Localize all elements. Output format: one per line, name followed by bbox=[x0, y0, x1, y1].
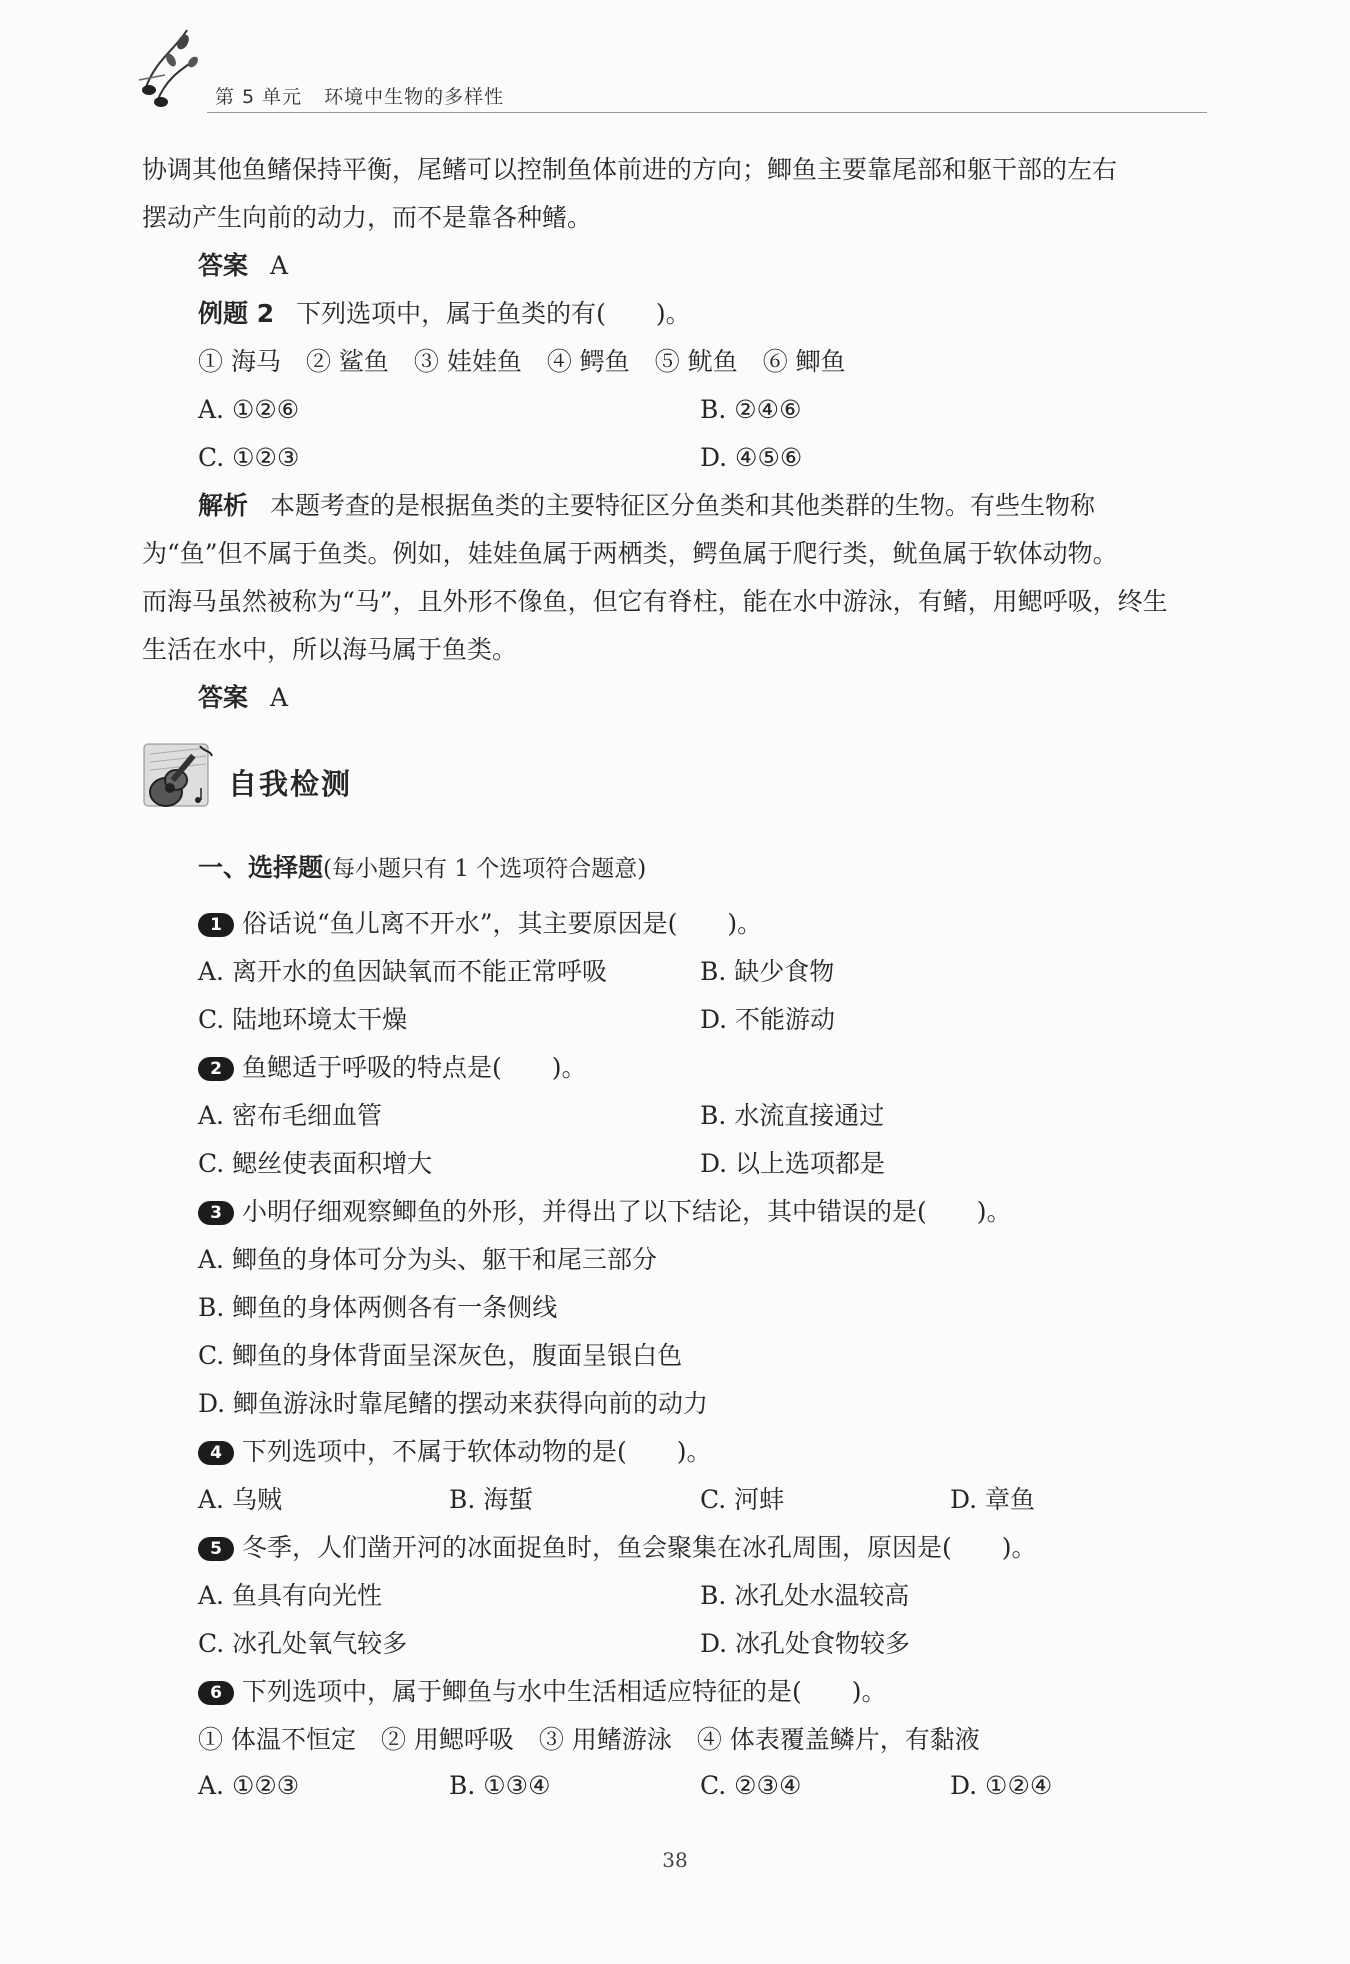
q1-option-c: C. 陆地环境太干燥 bbox=[198, 1005, 408, 1034]
question-text: 俗话说“鱼儿离不开水”，其主要原因是( )。 bbox=[242, 909, 763, 938]
q4-option-d: D. 章鱼 bbox=[950, 1485, 1036, 1514]
q3-option-a: A. 鲫鱼的身体可分为头、躯干和尾三部分 bbox=[198, 1245, 657, 1274]
q6-option-a: A. ①②③ bbox=[198, 1771, 300, 1800]
header-title bbox=[215, 82, 526, 109]
q5-option-c: C. 冰孔处氧气较多 bbox=[198, 1629, 408, 1658]
example-text: 下列选项中，属于鱼类的有( )。 bbox=[296, 299, 691, 328]
answer-label: 答案 bbox=[198, 683, 249, 712]
unit-label: 第 5 单元 bbox=[215, 86, 303, 108]
example-option-c: C. ①②③ bbox=[198, 443, 300, 472]
question-number-badge: 1 bbox=[198, 913, 234, 937]
q3-option-c: C. 鲫鱼的身体背面呈深灰色，腹面呈银白色 bbox=[198, 1341, 683, 1370]
analysis-line-3: 而海马虽然被称为“马”，且外形不像鱼，但它有脊柱，能在水中游泳，有鳍，用鳃呼吸，终生 bbox=[142, 587, 1168, 616]
example-option-d: D. ④⑤⑥ bbox=[700, 443, 803, 472]
analysis-line-4: 生活在水中，所以海马属于鱼类。 bbox=[142, 635, 518, 664]
header-rule bbox=[207, 112, 1207, 113]
analysis-text-1: 本题考查的是根据鱼类的主要特征区分鱼类和其他类群的生物。有些生物称 bbox=[270, 491, 1096, 520]
question-number-badge: 2 bbox=[198, 1057, 234, 1081]
page-header bbox=[135, 20, 1215, 120]
question-text: 鱼鳃适于呼吸的特点是( )。 bbox=[242, 1053, 587, 1082]
question-1 bbox=[198, 908, 1210, 940]
question-text: 冬季，人们凿开河的冰面捉鱼时，鱼会聚集在冰孔周围，原因是( )。 bbox=[242, 1533, 1037, 1562]
example-2-items: ① 海马 ② 鲨鱼 ③ 娃娃鱼 ④ 鳄鱼 ⑤ 鱿鱼 ⑥ 鲫鱼 bbox=[198, 347, 846, 376]
example-option-b: B. ②④⑥ bbox=[700, 395, 802, 424]
answer-1 bbox=[198, 250, 1210, 282]
part-1-title: 一、选择题 bbox=[198, 853, 324, 882]
part-1-heading bbox=[198, 852, 1210, 885]
q3-option-b: B. 鲫鱼的身体两侧各有一条侧线 bbox=[198, 1293, 558, 1322]
q2-option-a: A. 密布毛细血管 bbox=[198, 1101, 382, 1130]
q2-option-c: C. 鳃丝使表面积增大 bbox=[198, 1149, 433, 1178]
analysis-line-1 bbox=[198, 490, 1210, 522]
question-6 bbox=[198, 1676, 1210, 1708]
q4-option-a: A. 乌贼 bbox=[198, 1485, 282, 1514]
analysis-label: 解析 bbox=[198, 491, 249, 520]
question-2 bbox=[198, 1052, 1210, 1084]
q6-option-d: D. ①②④ bbox=[950, 1771, 1053, 1800]
intro-line-1: 协调其他鱼鳍保持平衡，尾鳍可以控制鱼体前进的方向；鲫鱼主要靠尾部和躯干部的左右 bbox=[142, 155, 1118, 184]
answer-value: A bbox=[270, 251, 289, 280]
q6-option-b: B. ①③④ bbox=[449, 1771, 551, 1800]
answer-2 bbox=[198, 682, 1210, 714]
q1-option-a: A. 离开水的鱼因缺氧而不能正常呼吸 bbox=[198, 957, 607, 986]
intro-line-2: 摆动产生向前的动力，而不是靠各种鳍。 bbox=[142, 203, 593, 232]
answer-label: 答案 bbox=[198, 251, 249, 280]
example-2-question bbox=[198, 298, 1210, 330]
question-number-badge: 5 bbox=[198, 1537, 234, 1561]
section-title: 自我检测 bbox=[228, 767, 353, 801]
q4-option-b: B. 海蜇 bbox=[449, 1485, 534, 1514]
guitar-icon bbox=[140, 738, 220, 818]
q5-option-d: D. 冰孔处食物较多 bbox=[700, 1629, 911, 1658]
question-text: 下列选项中，属于鲫鱼与水中生活相适应特征的是( )。 bbox=[242, 1677, 887, 1706]
question-text: 下列选项中，不属于软体动物的是( )。 bbox=[242, 1437, 712, 1466]
question-3 bbox=[198, 1196, 1210, 1228]
answer-value: A bbox=[270, 683, 289, 712]
q6-items: ① 体温不恒定 ② 用鳃呼吸 ③ 用鳍游泳 ④ 体表覆盖鳞片，有黏液 bbox=[198, 1725, 980, 1754]
question-text: 小明仔细观察鲫鱼的外形，并得出了以下结论，其中错误的是( )。 bbox=[242, 1197, 1012, 1226]
example-option-a: A. ①②⑥ bbox=[198, 395, 300, 424]
q3-option-d: D. 鲫鱼游泳时靠尾鳍的摆动来获得向前的动力 bbox=[198, 1389, 709, 1418]
question-5 bbox=[198, 1532, 1210, 1564]
page-number: 38 bbox=[662, 1848, 688, 1872]
part-1-note: (每小题只有 1 个选项符合题意) bbox=[323, 856, 647, 882]
q2-option-b: B. 水流直接通过 bbox=[700, 1101, 885, 1130]
example-label: 例题 2 bbox=[198, 299, 275, 328]
q2-option-d: D. 以上选项都是 bbox=[700, 1149, 886, 1178]
analysis-line-2: 为“鱼”但不属于鱼类。例如，娃娃鱼属于两栖类，鳄鱼属于爬行类，鱿鱼属于软体动物。 bbox=[142, 539, 1118, 568]
chapter-label: 环境中生物的多样性 bbox=[324, 86, 505, 108]
q5-option-a: A. 鱼具有向光性 bbox=[198, 1581, 382, 1610]
q1-option-d: D. 不能游动 bbox=[700, 1005, 836, 1034]
q1-option-b: B. 缺少食物 bbox=[700, 957, 835, 986]
q4-option-c: C. 河蚌 bbox=[700, 1485, 785, 1514]
question-number-badge: 6 bbox=[198, 1681, 234, 1705]
question-number-badge: 3 bbox=[198, 1201, 234, 1225]
music-ornament-icon bbox=[135, 20, 215, 120]
question-4 bbox=[198, 1436, 1210, 1468]
question-number-badge: 4 bbox=[198, 1441, 234, 1465]
q6-option-c: C. ②③④ bbox=[700, 1771, 802, 1800]
q5-option-b: B. 冰孔处水温较高 bbox=[700, 1581, 910, 1610]
